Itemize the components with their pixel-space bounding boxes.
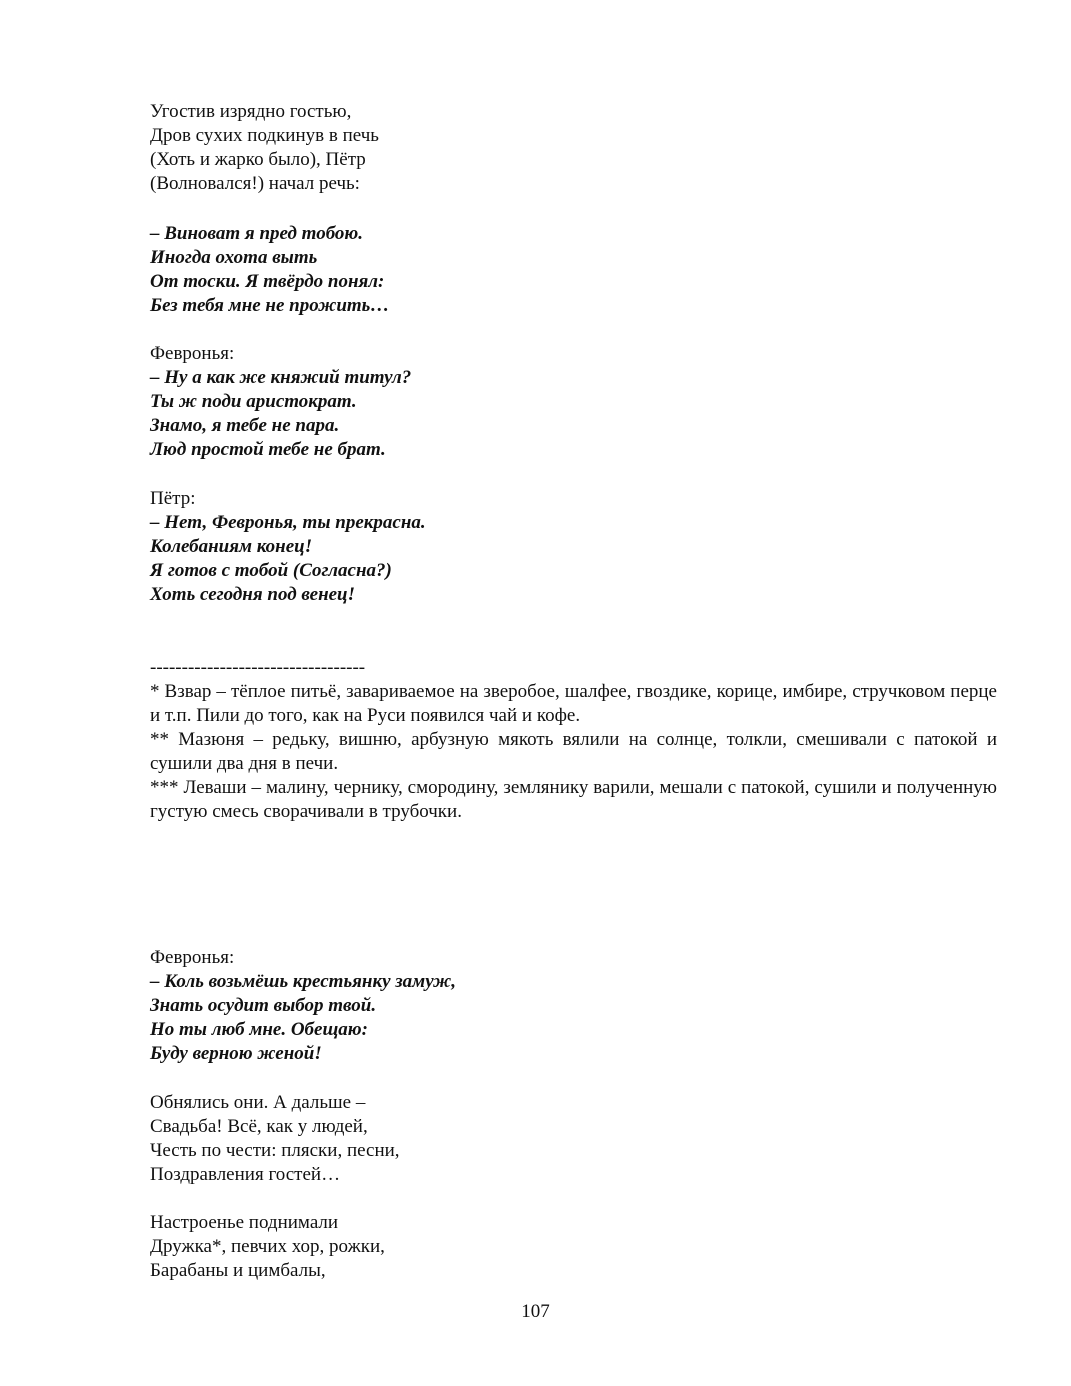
verse-line: Дров сухих подкинув в печь bbox=[150, 125, 379, 146]
petr-speech-2 bbox=[150, 487, 1000, 607]
fevronia-speech-2 bbox=[150, 946, 1000, 1066]
speaker-label: Пётр: bbox=[150, 488, 196, 509]
verse-line: Знать осудит выбор твой. bbox=[150, 995, 377, 1016]
verse-line: Честь по чести: пляски, песни, bbox=[150, 1140, 400, 1161]
verse-line: Знамо, я тебе не пара. bbox=[150, 415, 340, 436]
verse-line: Поздравления гостей… bbox=[150, 1164, 341, 1185]
verse-line: Обнялись они. А дальше – bbox=[150, 1092, 366, 1113]
verse-line: Без тебя мне не прожить… bbox=[150, 295, 390, 316]
verse-line: Дружка*, певчих хор, рожки, bbox=[150, 1236, 385, 1257]
verse-line: Свадьба! Всё, как у людей, bbox=[150, 1116, 368, 1137]
footnote-item: *** Леваши – малину, чернику, смородину, землянику варили, мешали с патокой, сушили и полученную густую смесь сворачивали в трубочки. bbox=[150, 777, 997, 822]
verse-line: Но ты люб мне. Обещаю: bbox=[150, 1019, 368, 1040]
stanza-narration-1 bbox=[150, 100, 1000, 196]
verse-line: – Ну а как же княжий титул? bbox=[150, 367, 412, 388]
verse-line: Настроенье поднимали bbox=[150, 1212, 339, 1233]
stanza-music bbox=[150, 1211, 1000, 1283]
verse-line: Иногда охота выть bbox=[150, 247, 318, 268]
footnotes bbox=[150, 656, 997, 824]
verse-line: – Виноват я пред тобою. bbox=[150, 223, 364, 244]
verse-line: Барабаны и цимбалы, bbox=[150, 1260, 326, 1281]
speaker-label: Февронья: bbox=[150, 343, 235, 364]
speaker-label: Февронья: bbox=[150, 947, 235, 968]
verse-line: Угостив изрядно гостью, bbox=[150, 101, 352, 122]
verse-line: От тоски. Я твёрдо понял: bbox=[150, 271, 385, 292]
verse-line: Ты ж поди аристократ. bbox=[150, 391, 357, 412]
petr-speech-1 bbox=[150, 222, 1000, 318]
verse-line: (Хоть и жарко было), Пётр bbox=[150, 149, 366, 170]
fevronia-speech-1 bbox=[150, 342, 1000, 462]
verse-line: (Волновался!) начал речь: bbox=[150, 173, 360, 194]
verse-line: Люд простой тебе не брат. bbox=[150, 439, 386, 460]
verse-line: Я готов с тобой (Согласна?) bbox=[150, 560, 392, 581]
verse-line: Колебаниям конец! bbox=[150, 536, 313, 557]
page-number: 107 bbox=[521, 1301, 550, 1322]
verse-line: Буду верною женой! bbox=[150, 1043, 322, 1064]
stanza-wedding bbox=[150, 1091, 1000, 1187]
verse-line: Хоть сегодня под венец! bbox=[150, 584, 356, 605]
footnote-separator: ---------------------------------- bbox=[150, 657, 366, 678]
footnote-item: * Взвар – тёплое питьё, завариваемое на зверобое, шалфее, гвоздике, корице, имбире, стручковом перце и т.п. Пили до того, как на Руси появился чай и кофе. bbox=[150, 681, 997, 726]
verse-line: – Коль возьмёшь крестьянку замуж, bbox=[150, 971, 457, 992]
verse-line: – Нет, Февронья, ты прекрасна. bbox=[150, 512, 426, 533]
footnote-item: ** Мазюня – редьку, вишню, арбузную мякоть вялили на солнце, толкли, смешивали с патокой и сушили два дня в печи. bbox=[150, 729, 997, 774]
